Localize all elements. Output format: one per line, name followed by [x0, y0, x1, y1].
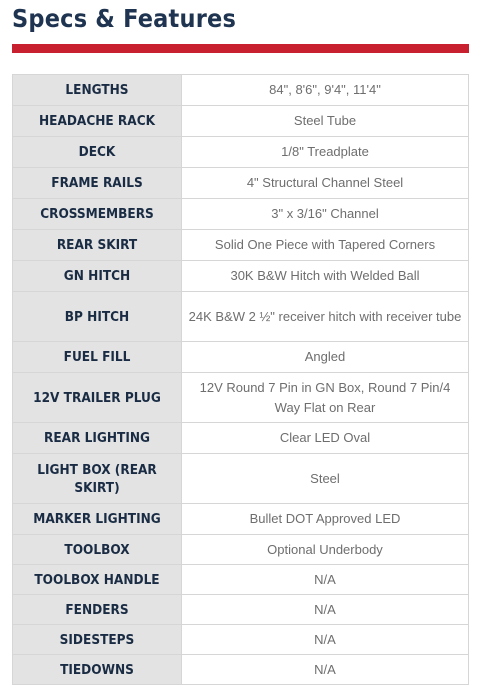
- spec-value: Bullet DOT Approved LED: [182, 504, 469, 535]
- spec-value: 30K B&W Hitch with Welded Ball: [182, 261, 469, 292]
- spec-label: HEADACHE RACK: [13, 106, 182, 137]
- table-row: [13, 75, 469, 106]
- spec-value: 4" Structural Channel Steel: [182, 168, 469, 199]
- spec-value: N/A: [182, 595, 469, 625]
- page-title: Specs & Features: [12, 4, 237, 33]
- spec-label: MARKER LIGHTING: [13, 504, 182, 535]
- spec-label: REAR LIGHTING: [13, 423, 182, 454]
- spec-label: FENDERS: [13, 595, 182, 625]
- spec-label: 12V TRAILER PLUG: [13, 373, 182, 423]
- table-row: [13, 137, 469, 168]
- spec-value: Clear LED Oval: [182, 423, 469, 454]
- spec-label: TIEDOWNS: [13, 655, 182, 685]
- spec-label: TOOLBOX HANDLE: [13, 565, 182, 595]
- table-row: [13, 342, 469, 373]
- spec-value: Steel: [182, 454, 469, 504]
- title-underline: [12, 44, 469, 53]
- spec-value: N/A: [182, 625, 469, 655]
- table-row: [13, 168, 469, 199]
- spec-value: Optional Underbody: [182, 535, 469, 565]
- spec-value: N/A: [182, 565, 469, 595]
- spec-value: 84", 8'6", 9'4", 11'4": [182, 75, 469, 106]
- spec-value: Solid One Piece with Tapered Corners: [182, 230, 469, 261]
- spec-value: Angled: [182, 342, 469, 373]
- spec-label: LIGHT BOX (REAR SKIRT): [13, 454, 182, 504]
- spec-value: Steel Tube: [182, 106, 469, 137]
- spec-value: 3" x 3/16" Channel: [182, 199, 469, 230]
- spec-label: LENGTHS: [13, 75, 182, 106]
- spec-label: FRAME RAILS: [13, 168, 182, 199]
- spec-value: 12V Round 7 Pin in GN Box, Round 7 Pin/4 Way Flat on Rear: [182, 373, 469, 423]
- spec-label: SIDESTEPS: [13, 625, 182, 655]
- table-row: [13, 655, 469, 685]
- table-row: [13, 292, 469, 342]
- table-row: [13, 373, 469, 423]
- spec-label: GN HITCH: [13, 261, 182, 292]
- table-row: [13, 106, 469, 137]
- spec-label: CROSSMEMBERS: [13, 199, 182, 230]
- table-row: [13, 454, 469, 504]
- table-row: [13, 625, 469, 655]
- spec-label: BP HITCH: [13, 292, 182, 342]
- specs-table: [12, 74, 469, 685]
- table-row: [13, 261, 469, 292]
- spec-label: DECK: [13, 137, 182, 168]
- table-row: [13, 535, 469, 565]
- spec-label: FUEL FILL: [13, 342, 182, 373]
- table-row: [13, 199, 469, 230]
- spec-value: N/A: [182, 655, 469, 685]
- table-row: [13, 230, 469, 261]
- table-row: [13, 423, 469, 454]
- spec-label: REAR SKIRT: [13, 230, 182, 261]
- table-row: [13, 504, 469, 535]
- table-row: [13, 565, 469, 595]
- spec-label: TOOLBOX: [13, 535, 182, 565]
- spec-value: 24K B&W 2 ½" receiver hitch with receiver tube: [182, 292, 469, 342]
- table-row: [13, 595, 469, 625]
- spec-value: 1/8" Treadplate: [182, 137, 469, 168]
